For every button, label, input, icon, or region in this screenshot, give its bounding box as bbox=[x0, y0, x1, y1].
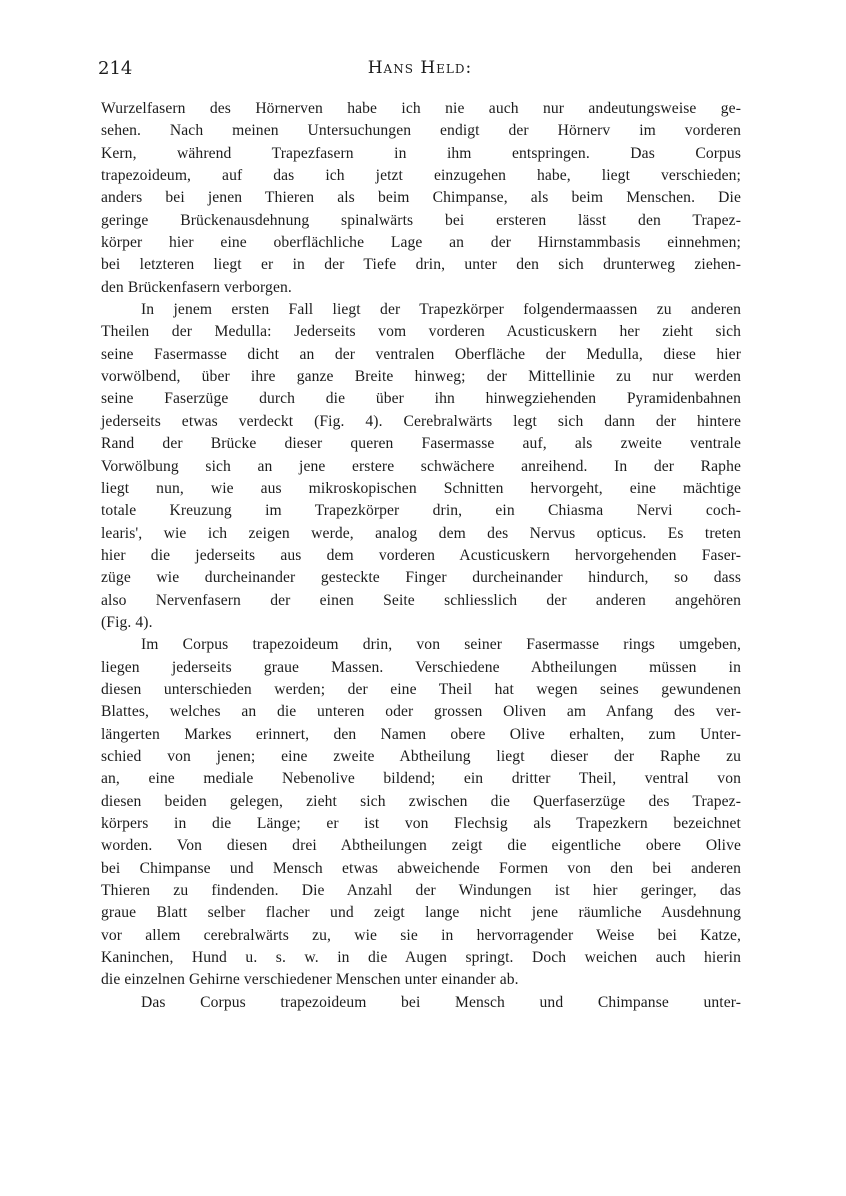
text-line: bei letzteren liegt er in der Tiefe drin, unter den sich drunterweg ziehen- bbox=[101, 256, 741, 274]
text-line: learis', wie ich zeigen werde, analog dem des Nervus opticus. Es treten bbox=[101, 524, 741, 542]
text-line: jederseits etwas verdeckt (Fig. 4). Cerebralwärts legt sich dann der hintere bbox=[101, 412, 741, 430]
text-line: Im Corpus trapezoideum drin, von seiner Fasermasse rings umgeben, bbox=[141, 636, 741, 654]
text-line: totale Kreuzung im Trapezkörper drin, ein Chiasma Nervi coch- bbox=[101, 502, 741, 520]
text-line: worden. Von diesen drei Abtheilungen zeigt die eigentliche obere Olive bbox=[101, 837, 741, 855]
text-line: Kaninchen, Hund u. s. w. in die Augen springt. Doch weichen auch hierin bbox=[101, 949, 741, 967]
text-line: also Nervenfasern der einen Seite schliesslich der anderen angehören bbox=[101, 591, 741, 609]
text-line: seine Fasermasse dicht an der ventralen Oberfläche der Medulla, diese hier bbox=[101, 345, 741, 363]
text-line: liegt nun, wie aus mikroskopischen Schnitten hervorgeht, eine mächtige bbox=[101, 479, 741, 497]
text-line: trapezoideum, auf das ich jetzt einzugehen habe, liegt verschieden; bbox=[101, 167, 741, 185]
page-header bbox=[98, 58, 742, 82]
text-line: an, eine mediale Nebenolive bildend; ein dritter Theil, ventral von bbox=[101, 770, 741, 788]
text-line: schied von jenen; eine zweite Abtheilung liegt dieser der Raphe zu bbox=[101, 747, 741, 765]
text-line: Rand der Brücke dieser queren Fasermasse auf, als zweite ventrale bbox=[101, 435, 741, 453]
text-line: längerten Markes erinnert, den Namen obere Olive erhalten, zum Unter- bbox=[101, 725, 741, 743]
text-line: vorwölbend, über ihre ganze Breite hinweg; der Mittellinie zu nur werden bbox=[101, 368, 741, 386]
text-line: bei Chimpanse und Mensch etwas abweichende Formen von den bei anderen bbox=[101, 859, 741, 877]
text-line: körpers in die Länge; er ist von Flechsig als Trapezkern bezeichnet bbox=[101, 815, 741, 832]
text-line: Theilen der Medulla: Jederseits vom vorderen Acusticuskern her zieht sich bbox=[101, 323, 741, 341]
running-head: Hans Held: bbox=[367, 58, 473, 78]
body-text bbox=[101, 98, 741, 1014]
text-line: Blattes, welches an die unteren oder grossen Oliven am Anfang des ver- bbox=[101, 703, 741, 721]
text-line: Wurzelfasern des Hörnerven habe ich nie auch nur andeutungsweise ge- bbox=[101, 100, 741, 117]
text-line: körper hier eine oberflächliche Lage an der Hirnstammbasis einnehmen; bbox=[101, 234, 741, 252]
text-line: sehen. Nach meinen Untersuchungen endigt der Hörnerv im vorderen bbox=[101, 122, 741, 140]
text-line: Thieren zu findenden. Die Anzahl der Windungen ist hier geringer, das bbox=[101, 882, 741, 900]
text-line: die einzelnen Gehirne verschiedener Menschen unter einander ab. bbox=[101, 971, 519, 989]
page-number: 214 bbox=[98, 58, 133, 79]
text-line: liegen jederseits graue Massen. Verschiedene Abtheilungen müssen in bbox=[101, 658, 741, 676]
text-line: diesen unterschieden werden; der eine Theil hat wegen seines gewundenen bbox=[101, 680, 741, 698]
text-line: züge wie durcheinander gesteckte Finger durcheinander hindurch, so dass bbox=[101, 569, 741, 587]
text-line: Kern, während Trapezfasern in ihm entspringen. Das Corpus bbox=[101, 144, 741, 162]
text-line: hier die jederseits aus dem vorderen Acusticuskern hervorgehenden Faser- bbox=[101, 546, 741, 564]
text-line: In jenem ersten Fall liegt der Trapezkörper folgendermaassen zu anderen bbox=[141, 301, 741, 319]
text-line: anders bei jenen Thieren als beim Chimpanse, als beim Menschen. Die bbox=[101, 189, 741, 207]
text-line: geringe Brückenausdehnung spinalwärts bei ersteren lässt den Trapez- bbox=[101, 211, 741, 229]
text-line: vor allem cerebralwärts zu, wie sie in hervorragender Weise bei Katze, bbox=[101, 926, 741, 944]
text-line: graue Blatt selber flacher und zeigt lange nicht jene räumliche Ausdehnung bbox=[101, 904, 741, 922]
text-line: seine Faserzüge durch die über ihn hinwegziehenden Pyramidenbahnen bbox=[101, 390, 741, 408]
text-line: Vorwölbung sich an jene erstere schwächere anreihend. In der Raphe bbox=[101, 457, 741, 475]
text-line: (Fig. 4). bbox=[101, 613, 153, 631]
text-line: Das Corpus trapezoideum bei Mensch und Chimpanse unter- bbox=[141, 993, 741, 1011]
text-line: den Brückenfasern verborgen. bbox=[101, 278, 292, 296]
text-line: diesen beiden gelegen, zieht sich zwischen die Querfaserzüge des Trapez- bbox=[101, 792, 741, 810]
